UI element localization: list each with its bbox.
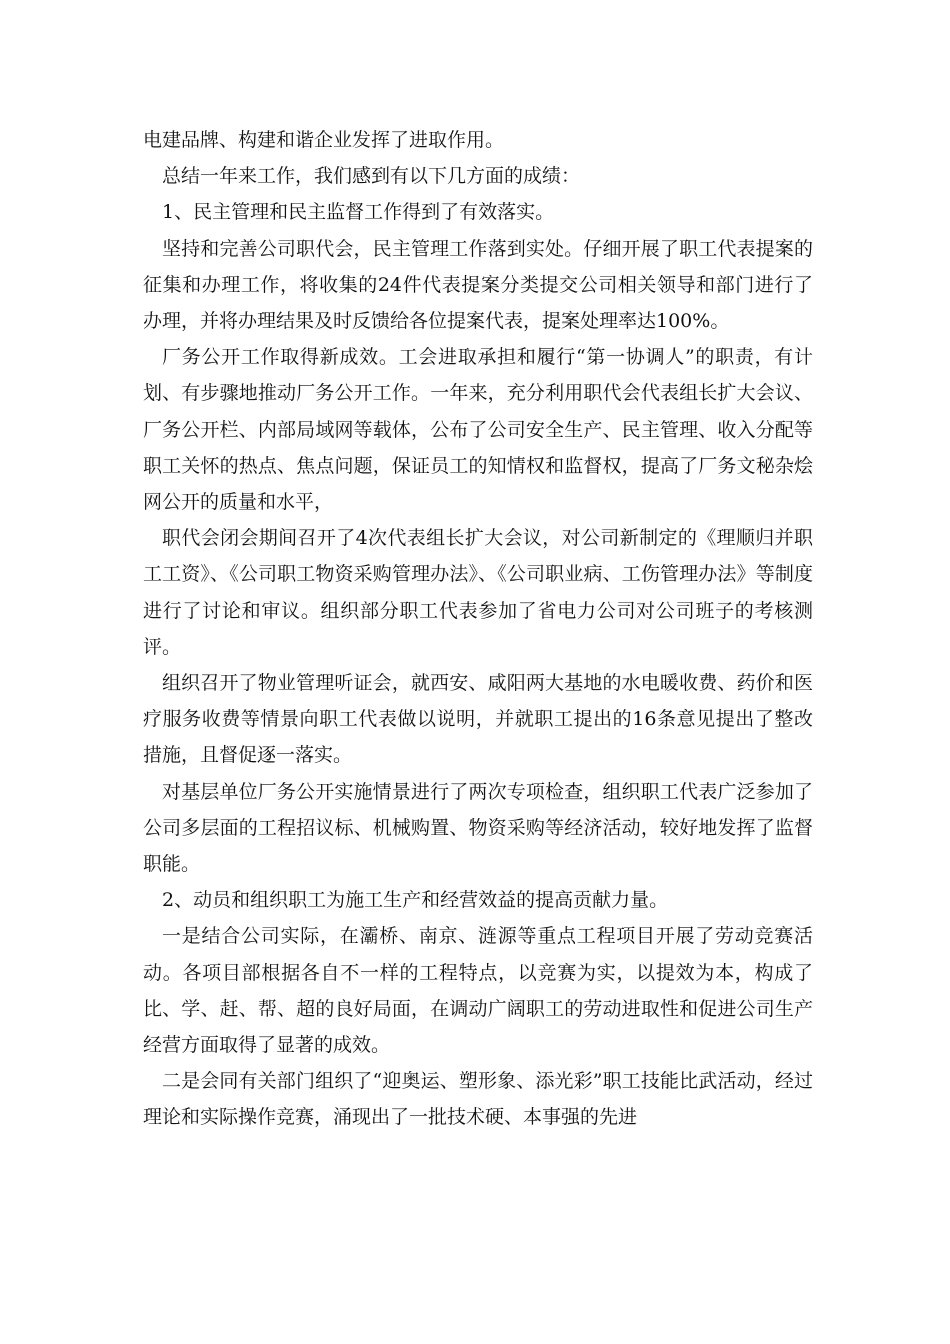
paragraph-hearing: 组织召开了物业管理听证会，就西安、咸阳两大基地的水电暖收费、药价和医疗服务收费等情景向职工代表做以说明，并就职工提出的16条意见提出了整改措施，且督促逐一落实。 (143, 672, 813, 767)
paragraph-continuation: 电建品牌、构建和谐企业发挥了进取作用。 (143, 129, 505, 151)
paragraph-congress-recess: 职代会闭会期间召开了4次代表组长扩大会议，对公司新制定的《理顺归并职工工资》、《公司职工物资采购管理办法》、《公司职业病、工伤管理办法》等制度进行了讨论和审议。组织部分职工代表参加了省电力公司对公司班子的考核测评。 (143, 527, 813, 658)
paragraph-skills-contest: 二是会同有关部门组织了“迎奥运、塑形象、添光彩”职工技能比武活动，经过理论和实际操作竞赛，涌现出了一批技术硬、本事强的先进 (143, 1070, 813, 1129)
paragraph-factory-affairs: 厂务公开工作取得新成效。工会进取承担和履行“第一协调人”的职责，有计划、有步骤地推动厂务公开工作。一年来，充分利用职代会代表组长扩大会议、厂务公开栏、内部局域网等载体，公布了公司安全生产、民主管理、收入分配等职工关怀的热点、焦点问题，保证员工的知情权和监督权，提高了厂务文秘杂烩网公开的质量和水平， (143, 346, 813, 514)
paragraph-labor-competition: 一是结合公司实际，在灞桥、南京、涟源等重点工程项目开展了劳动竞赛活动。各项目部根据各自不一样的工程特点，以竞赛为实，以提效为本，构成了比、学、赶、帮、超的良好局面，在调动广阔职工的劳动进取性和促进公司生产经营方面取得了显著的成效。 (143, 925, 813, 1057)
document-body (143, 122, 813, 1136)
paragraph-summary-intro: 总结一年来工作，我们感到有以下几方面的成绩： (162, 165, 581, 188)
paragraph-congress: 坚持和完善公司职代会，民主管理工作落到实处。仔细开展了职工代表提案的征集和办理工作，将收集的24件代表提案分类提交公司相关领导和部门进行了办理，并将办理结果及时反馈给各位提案代表，提案处理率达100%。 (143, 237, 813, 333)
section-heading-1: 1、民主管理和民主监督工作得到了有效落实。 (162, 201, 555, 224)
paragraph-inspection: 对基层单位厂务公开实施情景进行了两次专项检查，组织职工代表广泛参加了公司多层面的工程招议标、机械购置、物资采购等经济活动，较好地发挥了监督职能。 (143, 780, 813, 876)
section-heading-2: 2、动员和组织职工为施工生产和经营效益的提高贡献力量。 (162, 889, 669, 912)
